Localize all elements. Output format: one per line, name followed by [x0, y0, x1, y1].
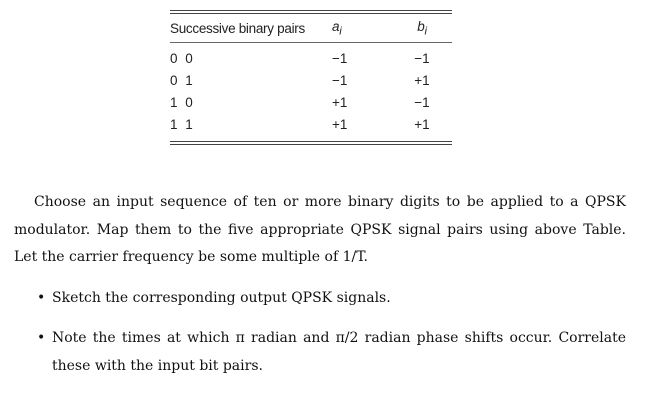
header-successive-binary-pairs: Successive binary pairs: [170, 20, 305, 36]
binary-pair-mapping-table: [170, 14, 452, 42]
problem-paragraph: Choose an input sequence of ten or more binary digits to be applied to a QPSK modulator. Map them to the five appropriate QPSK signal pairs using above Table. Let the carrier frequency be some multiple of 1/T.: [14, 194, 626, 265]
pair-cell: 1 0: [170, 94, 195, 110]
header-b-subscript: i: [424, 25, 427, 38]
mapping-table-container: [170, 10, 452, 145]
bullet-list-second: [14, 325, 626, 380]
binary-pair-mapping-body: [170, 43, 452, 141]
a-value-cell: −1: [332, 50, 348, 66]
list-item: [14, 285, 626, 313]
header-a-subscript: i: [339, 25, 342, 38]
bullet-icon: •: [37, 290, 46, 306]
header-a-i: [332, 14, 392, 42]
pair-cell: 0 0: [170, 50, 195, 66]
b-value-cell: −1: [414, 94, 430, 110]
pair-cell: 0 1: [170, 72, 195, 88]
table-bottom-double-rule: [170, 141, 452, 145]
pair-cell: 1 1: [170, 116, 195, 132]
b-value-cell: −1: [414, 50, 430, 66]
a-value-cell: +1: [332, 116, 348, 132]
table-body: [170, 43, 452, 141]
list-item: [14, 325, 626, 380]
header-b-i: [392, 14, 452, 42]
bullet-text: Sketch the corresponding output QPSK signals.: [52, 290, 391, 306]
table-row: [170, 43, 452, 69]
b-value-cell: +1: [414, 116, 430, 132]
b-value-cell: +1: [414, 72, 430, 88]
header-a-symbol: a: [332, 18, 340, 34]
table-header: [170, 14, 452, 42]
table-row: [170, 113, 452, 141]
a-value-cell: +1: [332, 94, 348, 110]
header-b-symbol: b: [417, 18, 425, 34]
bullet-text: Note the times at which π radian and π/2 radian phase shifts occur. Correlate these with the input bit pairs.: [52, 330, 626, 374]
table-row: [170, 91, 452, 113]
table-header-row: [170, 14, 452, 42]
bullet-icon: •: [37, 330, 46, 346]
table-row: [170, 69, 452, 91]
a-value-cell: −1: [332, 72, 348, 88]
bullet-list-first: [14, 285, 626, 313]
